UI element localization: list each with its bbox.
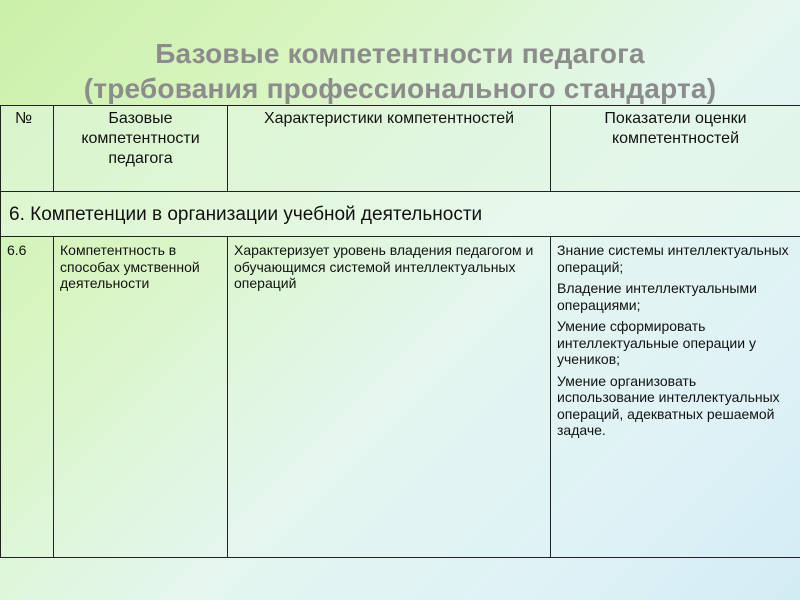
- row-indicators: [551, 237, 800, 439]
- competence-table: [0, 105, 800, 558]
- header-characteristic: Характеристики компетентностей: [263, 110, 515, 127]
- row-characteristic: Характеризует уровень владения педагогом и обучающимся системой интеллектуальных операций: [234, 242, 534, 291]
- indicator-item: Владение интеллектуальными операциями;: [557, 280, 757, 313]
- slide-title-line-1: Базовые компетентности педагога: [155, 38, 645, 69]
- header-indicators: Показатели оценки компетентностей: [604, 110, 747, 147]
- header-number-cell: [1, 106, 54, 192]
- section-row: [1, 192, 800, 237]
- row-number: 6.6: [7, 242, 27, 258]
- indicator-item: Умение сформировать интеллектуальные операции у учеников;: [557, 318, 756, 367]
- header-indicators-cell: [551, 106, 800, 192]
- row-competence-cell: [54, 237, 228, 558]
- row-competence: Компетентность в способах умственной деятельности: [60, 242, 200, 291]
- header-competence-cell: [54, 106, 228, 192]
- header-competence: Базовые компетентности педагога: [81, 110, 200, 167]
- section-cell: [1, 192, 800, 237]
- section-title: 6. Компетенции в организации учебной деятельности: [9, 204, 483, 225]
- indicator-item: Знание системы интеллектуальных операций;: [557, 242, 789, 275]
- slide-title-line-2: (требования профессионального стандарта): [83, 73, 717, 104]
- header-characteristic-cell: [228, 106, 551, 192]
- row-number-cell: [1, 237, 54, 558]
- indicator-item: Умение организовать использование интеллектуальных операций, адекватных решаемой задаче.: [557, 372, 780, 438]
- header-number: №: [15, 110, 33, 127]
- table-row: [1, 237, 800, 558]
- slide-title: [0, 36, 800, 106]
- table-header-row: [1, 106, 800, 192]
- row-indicators-cell: [551, 237, 800, 558]
- row-characteristic-cell: [228, 237, 551, 558]
